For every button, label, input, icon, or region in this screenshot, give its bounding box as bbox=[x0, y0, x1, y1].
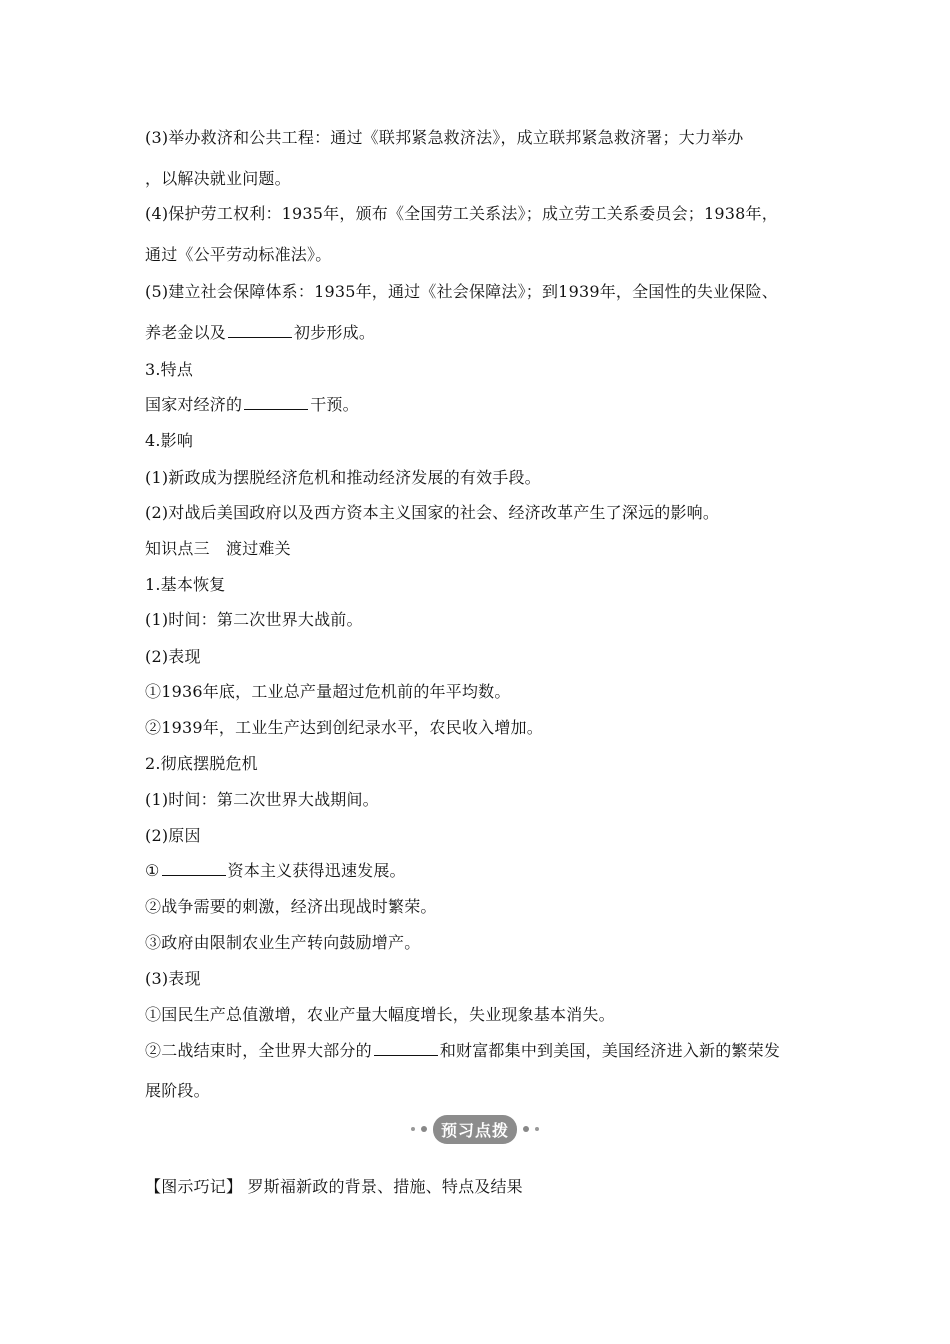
text-segment: 干预。 bbox=[310, 395, 359, 414]
dot-icon bbox=[523, 1126, 529, 1132]
section-heading: 知识点三 渡过难关 bbox=[145, 539, 291, 558]
text-line: ③政府由限制农业生产转向鼓励增产。 bbox=[145, 933, 421, 952]
answer-blank[interactable] bbox=[374, 1040, 438, 1056]
text-line: 通过《公平劳动标准法》。 bbox=[145, 245, 332, 264]
text-line: (2)原因 bbox=[145, 826, 201, 845]
section-divider bbox=[0, 1114, 950, 1144]
answer-blank[interactable] bbox=[244, 394, 308, 410]
text-line: (1)新政成为摆脱经济危机和推动经济发展的有效手段。 bbox=[145, 468, 541, 487]
dot-icon bbox=[411, 1127, 415, 1131]
fill-in-line bbox=[145, 860, 406, 882]
fill-in-line bbox=[145, 1040, 780, 1062]
fill-in-line bbox=[145, 322, 375, 344]
text-line: ②战争需要的刺激，经济出现战时繁荣。 bbox=[145, 897, 437, 916]
answer-blank[interactable] bbox=[162, 860, 226, 876]
text-segment: 初步形成。 bbox=[294, 323, 376, 342]
text-line: (2)表现 bbox=[145, 647, 201, 666]
section-heading: 1.基本恢复 bbox=[145, 575, 226, 594]
text-segment: 养老金以及 bbox=[145, 323, 227, 342]
text-segment: ②二战结束时，全世界大部分的 bbox=[145, 1041, 372, 1060]
text-line: (3)表现 bbox=[145, 969, 201, 988]
text-line: (2)对战后美国政府以及西方资本主义国家的社会、经济改革产生了深远的影响。 bbox=[145, 503, 720, 522]
text-line: (3)举办救济和公共工程：通过《联邦紧急救济法》，成立联邦紧急救济署；大力举办 bbox=[145, 128, 744, 147]
text-line: 展阶段。 bbox=[145, 1081, 210, 1100]
fill-in-line bbox=[145, 394, 359, 416]
text-line: (5)建立社会保障体系：1935年，通过《社会保障法》；到1939年，全国性的失业保险、 bbox=[145, 282, 778, 301]
text-segment: 和财富都集中到美国，美国经济进入新的繁荣发 bbox=[439, 1041, 781, 1060]
text-segment: 国家对经济的 bbox=[145, 395, 243, 414]
answer-blank[interactable] bbox=[228, 322, 292, 338]
text-line: (1)时间：第二次世界大战前。 bbox=[145, 610, 363, 629]
text-line: (1)时间：第二次世界大战期间。 bbox=[145, 790, 379, 809]
text-line: 【图示巧记】 罗斯福新政的背景、措施、特点及结果 bbox=[145, 1177, 523, 1196]
section-heading: 3.特点 bbox=[145, 360, 194, 379]
dot-icon bbox=[421, 1126, 427, 1132]
text-line: ②1939年，工业生产达到创纪录水平，农民收入增加。 bbox=[145, 718, 543, 737]
text-line: ，以解决就业问题。 bbox=[145, 169, 291, 188]
preview-badge: 预习点拨 bbox=[433, 1115, 517, 1144]
text-segment: ① bbox=[145, 861, 160, 880]
dot-icon bbox=[535, 1127, 539, 1131]
section-heading: 4.影响 bbox=[145, 431, 194, 450]
section-heading: 2.彻底摆脱危机 bbox=[145, 754, 258, 773]
text-segment: 资本主义获得迅速发展。 bbox=[227, 861, 406, 880]
text-line: (4)保护劳工权利：1935年，颁布《全国劳工关系法》；成立劳工关系委员会；1938年， bbox=[145, 204, 778, 223]
text-line: ①1936年底，工业总产量超过危机前的年平均数。 bbox=[145, 682, 511, 701]
text-line: ①国民生产总值激增，农业产量大幅度增长，失业现象基本消失。 bbox=[145, 1005, 615, 1024]
